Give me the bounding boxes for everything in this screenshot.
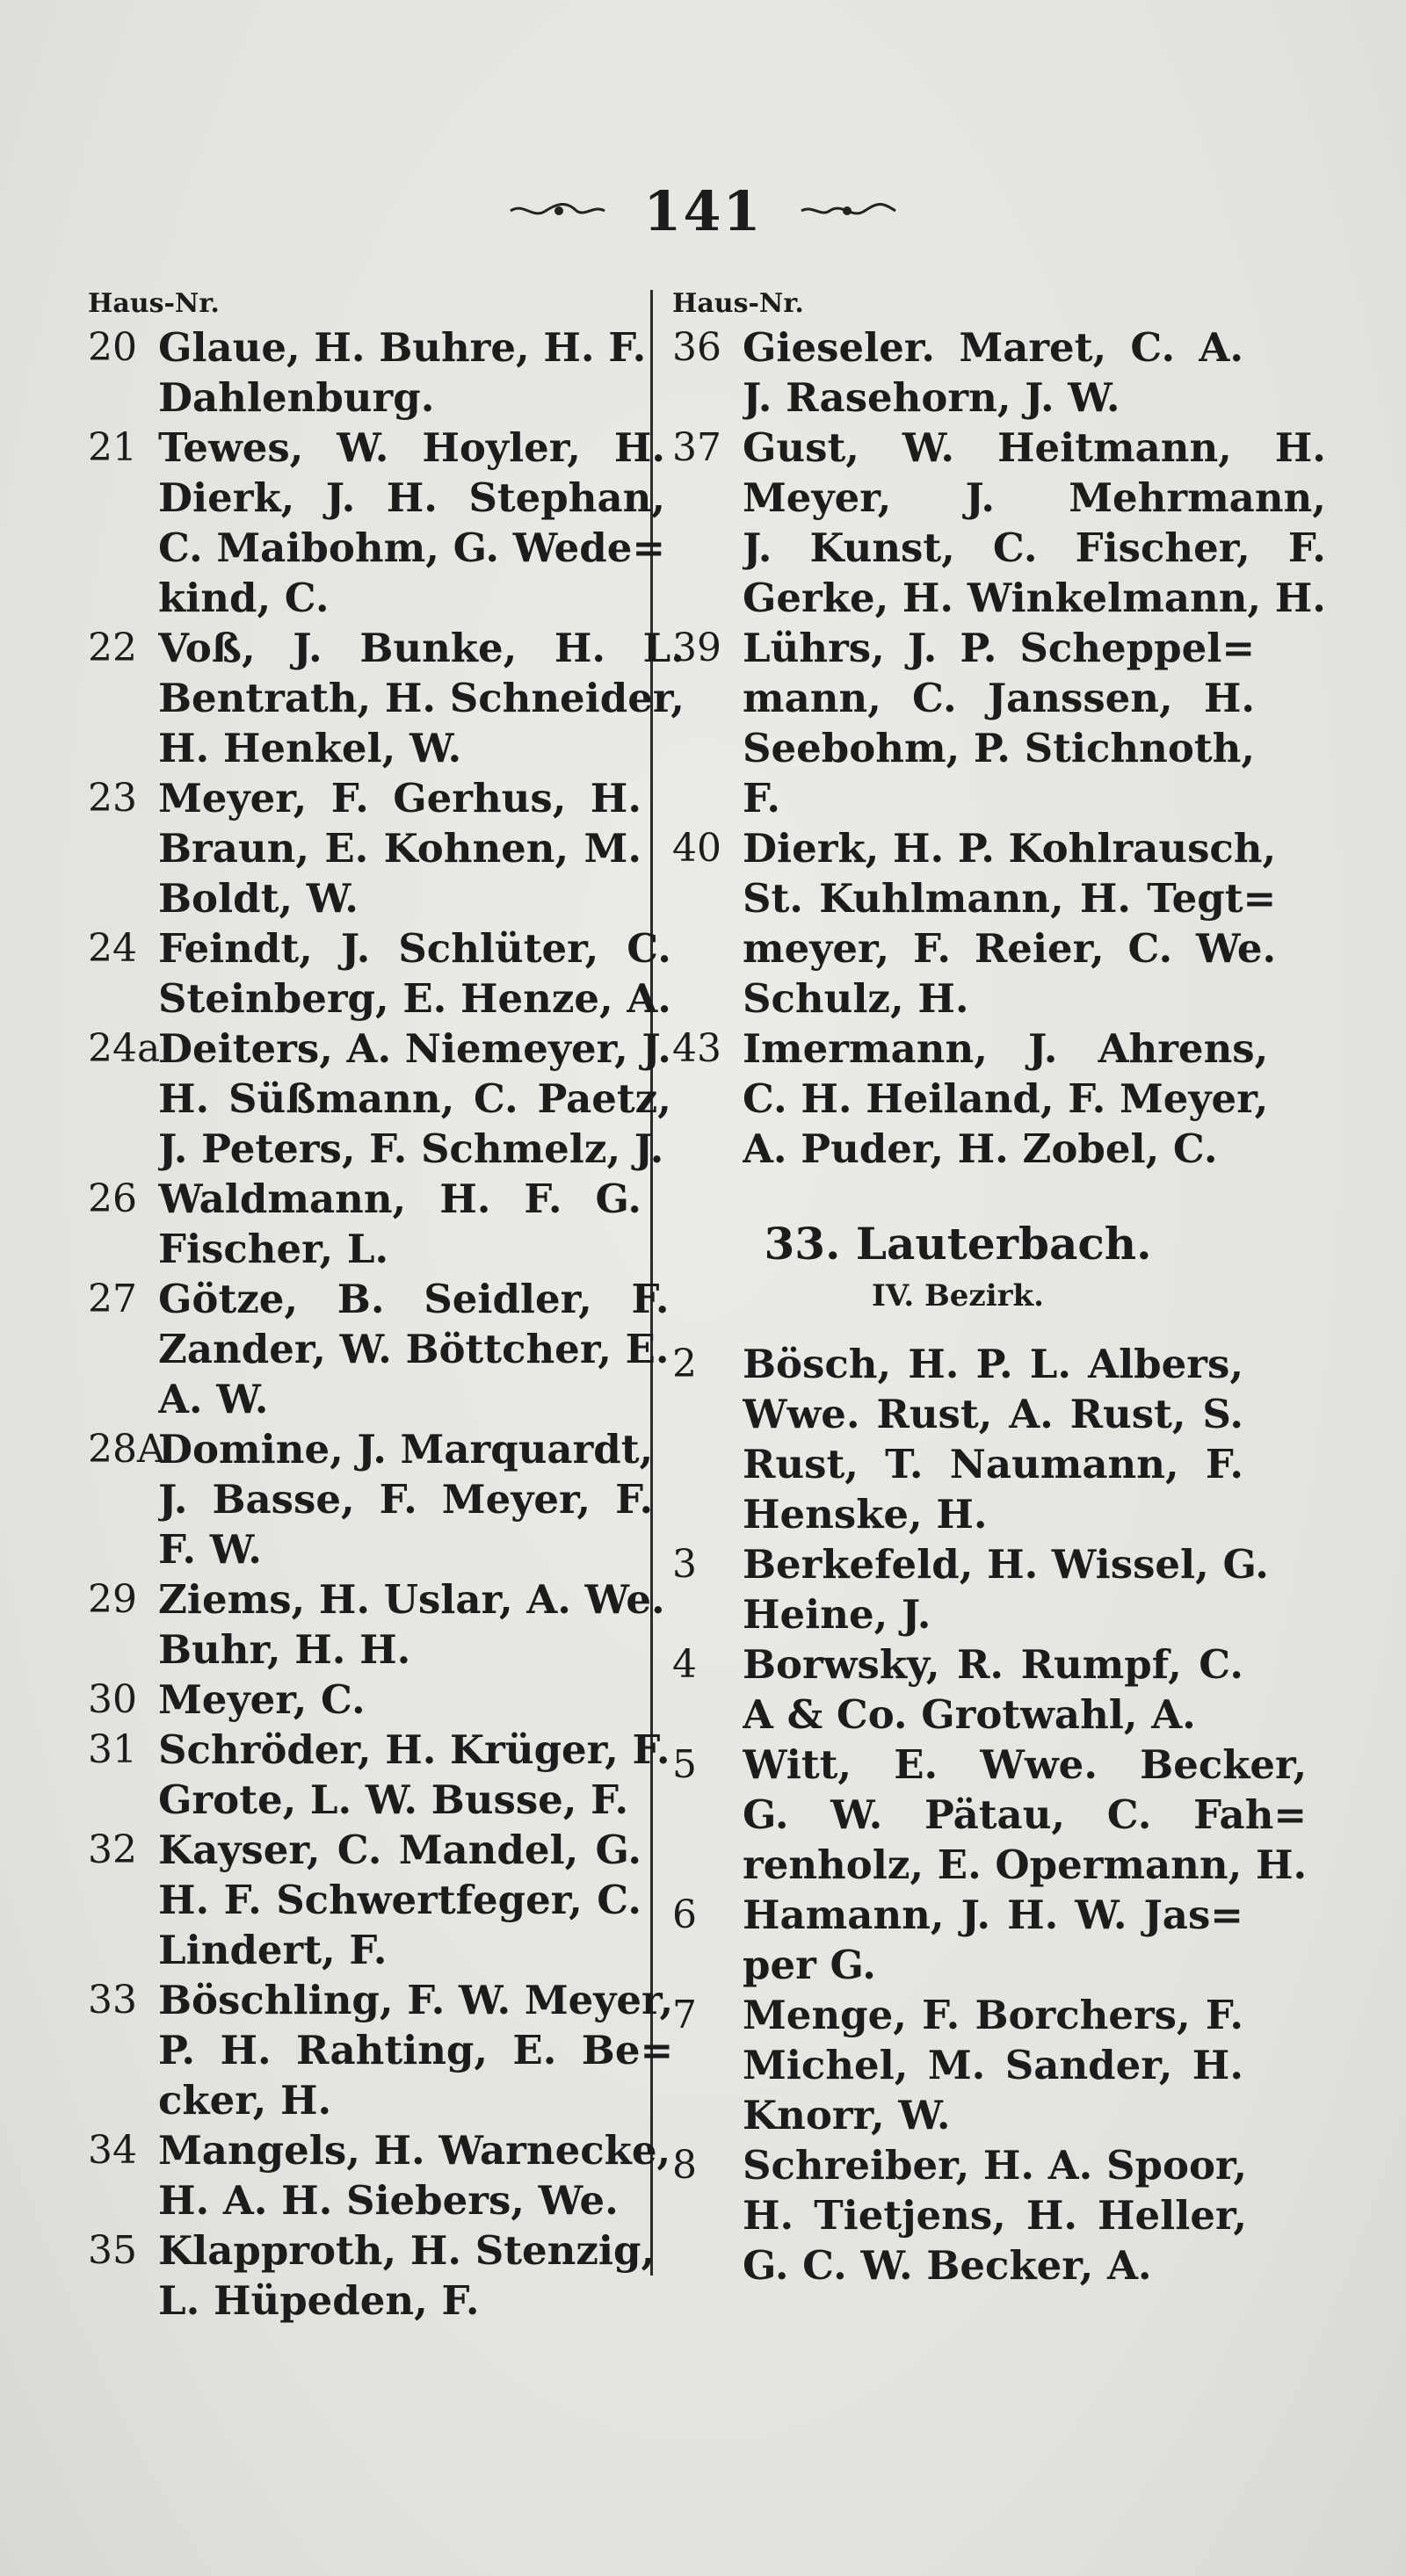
- house-number: 27: [88, 1277, 137, 1321]
- resident-names: [158, 423, 665, 623]
- resident-line: Seebohm, P. Stichnoth,: [743, 725, 1256, 771]
- resident-line: Böschling, F. W. Meyer,: [158, 1977, 674, 2023]
- resident-line: Berkefeld, H. Wissel, G.: [743, 1541, 1269, 1588]
- resident-names: [158, 1274, 670, 1424]
- resident-line: Buhr, H. H.: [158, 1626, 411, 1673]
- resident-line: renholz, E. Opermann, H.: [743, 1842, 1308, 1888]
- resident-line: Voß, J. Bunke, H. L.: [158, 625, 685, 671]
- resident-names: [743, 1339, 1243, 1539]
- house-entry: [672, 1539, 1269, 1639]
- house-entry: [88, 2125, 671, 2225]
- section-title: 33. Lauterbach.: [764, 1218, 1152, 1270]
- resident-names: [158, 1825, 641, 1975]
- resident-line: per G.: [743, 1942, 876, 1988]
- house-entry: [672, 1339, 1243, 1539]
- house-entry: [88, 1424, 654, 1574]
- house-entry: [672, 623, 1256, 823]
- house-entry: [88, 1675, 641, 1725]
- house-number: 4: [672, 1642, 697, 1687]
- house-number: 31: [88, 1727, 137, 1772]
- resident-names: [158, 623, 685, 773]
- resident-names: [743, 1024, 1268, 1174]
- resident-names: [743, 1740, 1307, 1890]
- page-header: [0, 167, 1406, 255]
- left-column: [88, 286, 685, 2326]
- resident-line: Mangels, H. Warnecke,: [158, 2127, 671, 2174]
- resident-line: Boldt, W.: [158, 875, 359, 922]
- house-number: 2: [672, 1342, 697, 1386]
- house-entry: [88, 623, 685, 773]
- resident-names: [158, 1574, 665, 1675]
- house-number: 24: [88, 926, 137, 971]
- page-number: 141: [643, 178, 763, 243]
- resident-line: H. F. Schwertfeger, C.: [158, 1877, 641, 1923]
- house-number: 29: [88, 1577, 137, 1622]
- house-number: 20: [88, 325, 137, 370]
- house-entry: [672, 1639, 1243, 1740]
- house-entry: [88, 322, 647, 423]
- resident-line: Deiters, A. Niemeyer, J.: [158, 1025, 671, 1072]
- house-entry: [672, 2140, 1248, 2290]
- resident-line: J. Kunst, C. Fischer, F.: [743, 525, 1326, 571]
- resident-line: A. W.: [158, 1376, 269, 1422]
- resident-line: Wwe. Rust, A. Rust, S.: [743, 1391, 1243, 1437]
- resident-line: Lührs, J. P. Scheppel=: [743, 625, 1256, 671]
- resident-line: Michel, M. Sander, H.: [743, 2042, 1243, 2088]
- resident-line: Knorr, W.: [743, 2092, 951, 2138]
- house-number: 30: [88, 1677, 137, 1722]
- resident-line: Gerke, H. Winkelmann, H.: [743, 575, 1326, 621]
- resident-line: Götze, B. Seidler, F.: [158, 1276, 670, 1322]
- house-number: 26: [88, 1176, 137, 1221]
- left-entry-list: [88, 322, 685, 2326]
- resident-names: [743, 423, 1326, 623]
- resident-line: Glaue, H. Buhre, H. F.: [158, 324, 647, 371]
- resident-names: [158, 773, 641, 923]
- house-number: 43: [672, 1026, 721, 1071]
- resident-line: H. Henkel, W.: [158, 725, 462, 771]
- resident-line: A. Puder, H. Zobel, C.: [743, 1125, 1218, 1172]
- house-entry: [672, 322, 1243, 423]
- house-entry: [672, 423, 1326, 623]
- house-entry: [672, 1024, 1269, 1174]
- house-number: 37: [672, 425, 721, 470]
- resident-names: [158, 1675, 641, 1725]
- resident-names: [158, 1024, 671, 1174]
- resident-line: Braun, E. Kohnen, M.: [158, 825, 641, 872]
- resident-line: J. Basse, F. Meyer, F.: [158, 1476, 654, 1523]
- resident-line: Meyer, F. Gerhus, H.: [158, 775, 641, 821]
- house-number: 3: [672, 1542, 697, 1587]
- right-column: [672, 286, 1326, 2290]
- resident-line: C. Maibohm, G. Wede=: [158, 525, 666, 571]
- resident-line: Henske, H.: [743, 1491, 988, 1538]
- resident-line: Menge, F. Borchers, F.: [743, 1992, 1243, 2038]
- house-number: 33: [88, 1978, 137, 2022]
- resident-line: H. A. H. Siebers, We.: [158, 2177, 619, 2224]
- resident-line: Meyer, J. Mehrmann,: [743, 474, 1326, 521]
- resident-line: Gieseler. Maret, C. A.: [743, 324, 1243, 371]
- resident-line: A & Co. Grotwahl, A.: [743, 1691, 1196, 1738]
- right-column-heading: Haus-Nr.: [672, 288, 804, 319]
- house-entry: [88, 773, 641, 923]
- house-entry: [88, 1174, 641, 1274]
- house-number: 32: [88, 1827, 137, 1872]
- resident-line: mann, C. Janssen, H.: [743, 675, 1256, 721]
- resident-line: Borwsky, R. Rumpf, C.: [743, 1641, 1243, 1688]
- resident-line: Hamann, J. H. W. Jas=: [743, 1892, 1243, 1938]
- house-entry: [88, 1725, 670, 1825]
- house-number: 40: [672, 826, 721, 871]
- resident-line: H. Süßmann, C. Paetz,: [158, 1075, 671, 1122]
- resident-line: Waldmann, H. F. G.: [158, 1176, 641, 1222]
- resident-names: [743, 1639, 1243, 1740]
- resident-line: Meyer, C.: [158, 1676, 366, 1723]
- resident-line: Imermann, J. Ahrens,: [743, 1025, 1269, 1072]
- resident-line: Witt, E. Wwe. Becker,: [743, 1741, 1308, 1788]
- resident-line: Lindert, F.: [158, 1927, 388, 1973]
- resident-line: Dierk, H. P. Kohlrausch,: [743, 825, 1277, 872]
- house-entry: [672, 1890, 1243, 1990]
- house-number: 34: [88, 2128, 137, 2173]
- house-number: 22: [88, 626, 137, 670]
- resident-line: kind, C.: [158, 575, 330, 621]
- resident-names: [743, 1890, 1243, 1990]
- house-entry: [672, 823, 1277, 1024]
- house-entry: [88, 1825, 641, 1975]
- resident-line: Tewes, W. Hoyler, H.: [158, 424, 666, 471]
- resident-names: [743, 1539, 1269, 1639]
- resident-line: H. Tietjens, H. Heller,: [743, 2192, 1248, 2239]
- resident-line: Schröder, H. Krüger, F.: [158, 1726, 670, 1773]
- house-entry: [88, 1975, 674, 2125]
- resident-line: Rust, T. Naumann, F.: [743, 1441, 1243, 1487]
- resident-names: [158, 2225, 655, 2326]
- house-number: 36: [672, 325, 721, 370]
- house-number: 23: [88, 776, 137, 821]
- resident-line: P. H. Rahting, E. Be=: [158, 2027, 674, 2073]
- right-ornament-icon: [794, 198, 900, 224]
- resident-names: [158, 1725, 670, 1825]
- house-entry: [88, 1274, 670, 1424]
- resident-line: F. W.: [158, 1526, 262, 1573]
- resident-line: Kayser, C. Mandel, G.: [158, 1827, 641, 1873]
- house-number: 8: [672, 2143, 697, 2188]
- house-number: 21: [88, 425, 137, 470]
- resident-line: cker, H.: [158, 2077, 332, 2124]
- resident-names: [158, 1424, 653, 1574]
- resident-line: Bentrath, H. Schneider,: [158, 675, 685, 721]
- section-entry-list: [672, 1339, 1308, 2290]
- section-district: IV. Bezirk.: [872, 1278, 1044, 1313]
- resident-line: Dierk, J. H. Stephan,: [158, 474, 666, 521]
- resident-line: J. Rasehorn, J. W.: [743, 374, 1120, 421]
- resident-line: J. Peters, F. Schmelz, J.: [158, 1125, 664, 1172]
- resident-line: Domine, J. Marquardt,: [158, 1426, 654, 1473]
- house-entry: [88, 2225, 656, 2326]
- resident-line: Grote, L. W. Busse, F.: [158, 1776, 629, 1823]
- resident-names: [158, 1174, 641, 1274]
- resident-line: G. C. W. Becker, A.: [743, 2242, 1152, 2289]
- resident-line: Gust, W. Heitmann, H.: [743, 424, 1326, 471]
- house-number: 24a: [88, 1026, 161, 1071]
- resident-line: Ziems, H. Uslar, A. We.: [158, 1576, 665, 1623]
- resident-line: Zander, W. Böttcher, E.: [158, 1326, 670, 1372]
- resident-line: meyer, F. Reier, C. We.: [743, 925, 1277, 972]
- resident-line: Fischer, L.: [158, 1226, 389, 1272]
- resident-names: [158, 923, 671, 1024]
- resident-line: Steinberg, E. Henze, A.: [158, 975, 671, 1022]
- resident-names: [743, 2140, 1247, 2290]
- house-number: 39: [672, 626, 721, 670]
- resident-names: [158, 2125, 670, 2225]
- resident-names: [743, 823, 1276, 1024]
- resident-names: [743, 322, 1243, 423]
- house-entry: [88, 923, 671, 1024]
- resident-line: Bösch, H. P. L. Albers,: [743, 1341, 1243, 1387]
- resident-line: Klapproth, H. Stenzig,: [158, 2227, 656, 2274]
- resident-line: Heine, J.: [743, 1591, 931, 1638]
- left-ornament-icon: [506, 198, 612, 224]
- right-entry-list: [672, 322, 1326, 1174]
- house-entry: [88, 423, 666, 623]
- house-entry: [672, 1740, 1308, 1890]
- resident-line: Dahlenburg.: [158, 374, 435, 421]
- house-number: 35: [88, 2228, 137, 2273]
- resident-line: Schulz, H.: [743, 975, 969, 1022]
- house-entry: [88, 1024, 671, 1174]
- resident-names: [158, 1975, 673, 2125]
- house-number: 6: [672, 1892, 697, 1937]
- left-column-heading: Haus-Nr.: [88, 288, 220, 319]
- house-number: 28A: [88, 1427, 165, 1472]
- resident-line: C. H. Heiland, F. Meyer,: [743, 1075, 1269, 1122]
- resident-line: F.: [743, 775, 781, 821]
- house-number: 5: [672, 1742, 697, 1787]
- house-entry: [672, 1990, 1243, 2140]
- resident-line: St. Kuhlmann, H. Tegt=: [743, 875, 1277, 922]
- resident-names: [743, 623, 1255, 823]
- resident-line: Feindt, J. Schlüter, C.: [158, 925, 671, 972]
- house-entry: [88, 1574, 665, 1675]
- resident-names: [158, 322, 646, 423]
- resident-line: Schreiber, H. A. Spoor,: [743, 2142, 1248, 2189]
- resident-names: [743, 1990, 1243, 2140]
- house-number: 7: [672, 1993, 697, 2037]
- resident-line: L. Hüpeden, F.: [158, 2277, 480, 2324]
- resident-line: G. W. Pätau, C. Fah=: [743, 1791, 1308, 1838]
